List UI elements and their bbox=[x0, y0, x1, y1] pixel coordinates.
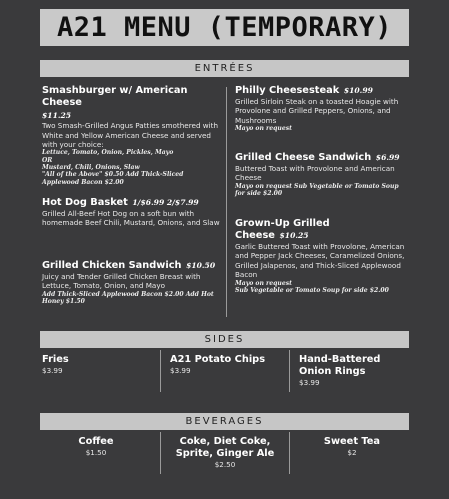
item-price: $11.25 bbox=[42, 111, 72, 120]
column-divider bbox=[289, 350, 290, 392]
item-price: $3.99 bbox=[299, 378, 320, 387]
beverage-item-sweet-tea bbox=[299, 436, 405, 457]
item-description: Juicy and Tender Grilled Chicken Breast with Lettuce, Tomato, Onion, and Mayo bbox=[42, 272, 201, 291]
item-name: Coffee bbox=[78, 436, 114, 447]
item-note: "All of the Above" $0.50 Add Thick-Sliced Applewood Bacon $2.00 bbox=[42, 171, 184, 186]
item-description: Buttered Toast with Provolone and American Cheese bbox=[235, 164, 395, 183]
item-note: Sub Vegetable or Tomato Soup for side $2.00 bbox=[235, 286, 389, 294]
menu-item-grilled-cheese-sandwich bbox=[235, 152, 405, 218]
item-note: Add Thick-Sliced Applewood Bacon $2.00 Add Hot Honey $1.50 bbox=[42, 290, 214, 306]
item-name: Coke, Diet Coke, Sprite, Ginger Ale bbox=[175, 436, 275, 459]
item-name: Grilled Cheese Sandwich bbox=[235, 152, 372, 163]
item-description: Grilled All-Beef Hot Dog on a soft bun with homemade Beef Chili, Mustard, Onions, and Slaw bbox=[42, 209, 220, 228]
entrees-right-column bbox=[235, 85, 405, 294]
section-header-sides: SIDES bbox=[40, 331, 409, 348]
item-price: $2.50 bbox=[214, 460, 236, 469]
item-name: Grilled Chicken Sandwich bbox=[42, 260, 182, 271]
page-title: A21 MENU (TEMPORARY) bbox=[56, 12, 393, 43]
item-price: $10.25 bbox=[279, 231, 309, 240]
menu-item-philly-cheesesteak bbox=[235, 85, 405, 152]
item-note: OR bbox=[42, 156, 53, 164]
item-price: $2 bbox=[347, 448, 357, 457]
item-name: Sweet Tea bbox=[323, 436, 381, 447]
item-note: Lettuce, Tomato, Onion, Pickles, Mayo bbox=[42, 149, 174, 157]
item-description: Two Smash-Grilled Angus Patties smothered with White and Yellow American Cheese and served with your choice: bbox=[42, 121, 219, 150]
section-header-beverages: BEVERAGES bbox=[40, 413, 409, 430]
item-description: Grilled Sirloin Steak on a toasted Hoagie with Provolone and Grilled Peppers, Onions, and Mushrooms bbox=[235, 97, 399, 125]
item-name: Smashburger w/ American Cheese bbox=[42, 85, 188, 108]
beverage-item-coffee bbox=[42, 436, 150, 457]
item-note: Mustard, Chili, Onions, Slaw bbox=[42, 164, 140, 172]
side-item-potato-chips bbox=[170, 354, 285, 375]
item-name: Fries bbox=[42, 354, 69, 365]
item-note: Mayo on request bbox=[235, 279, 292, 287]
item-name: Grown-Up Grilled Cheese bbox=[235, 218, 330, 241]
menu-item-grown-up-grilled-cheese bbox=[235, 218, 405, 294]
beverage-item-sodas bbox=[170, 436, 280, 469]
item-note: Mayo on request Sub Vegetable or Tomato Soup for side $2.00 bbox=[235, 182, 399, 198]
item-description: Garlic Buttered Toast with Provolone, American and Pepper Jack Cheeses, Caramelized Onions, Grilled Jalapenos, and Thick-Sliced Applewood Bacon bbox=[235, 242, 405, 280]
entrees-left-column bbox=[42, 85, 220, 305]
item-price: $10.99 bbox=[343, 86, 373, 95]
item-name: Hand-Battered Onion Rings bbox=[299, 354, 381, 377]
column-divider bbox=[160, 350, 161, 392]
item-price: 1/$6.99 2/$7.99 bbox=[132, 198, 199, 207]
menu-item-smashburger bbox=[42, 85, 220, 197]
item-name: Hot Dog Basket bbox=[42, 197, 128, 208]
column-divider bbox=[160, 432, 161, 474]
item-price: $10.50 bbox=[186, 261, 216, 270]
item-note: Mayo on request bbox=[235, 125, 292, 133]
item-price: $1.50 bbox=[85, 448, 107, 457]
item-price: $6.99 bbox=[375, 153, 400, 162]
column-divider bbox=[226, 87, 227, 317]
side-item-onion-rings bbox=[299, 354, 399, 387]
column-divider bbox=[289, 432, 290, 474]
menu-title-banner bbox=[40, 9, 409, 46]
item-name: A21 Potato Chips bbox=[170, 354, 266, 365]
item-price: $3.99 bbox=[42, 366, 63, 375]
item-price: $3.99 bbox=[170, 366, 191, 375]
side-item-fries bbox=[42, 354, 152, 375]
menu-item-grilled-chicken-sandwich bbox=[42, 260, 220, 305]
menu-item-hot-dog-basket bbox=[42, 197, 220, 260]
section-header-entrees: ENTRÉES bbox=[40, 60, 409, 77]
item-name: Philly Cheesesteak bbox=[235, 85, 340, 96]
